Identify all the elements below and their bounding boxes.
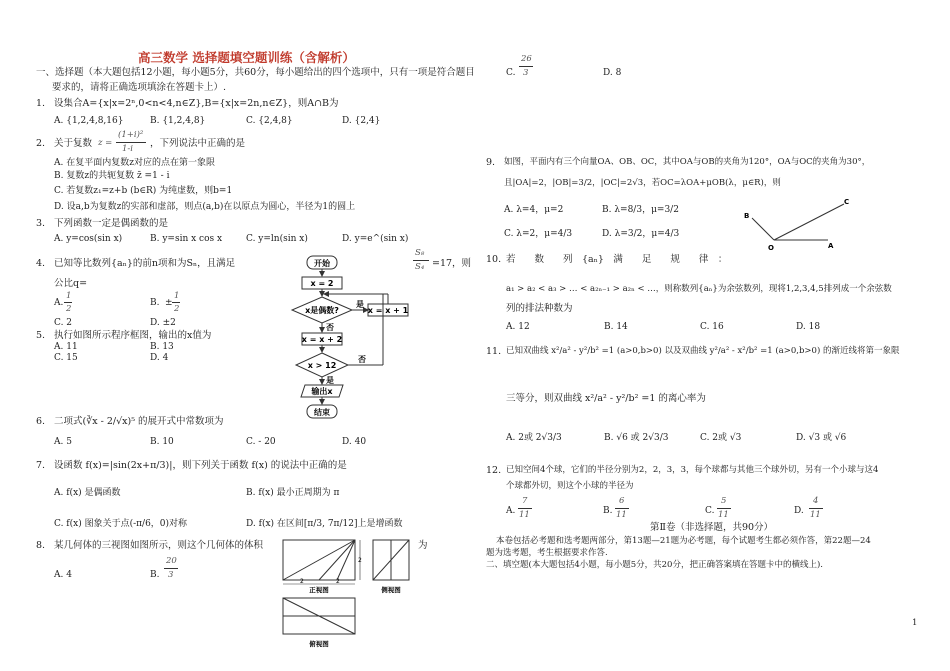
page-number: 1	[912, 618, 918, 628]
q8-option-c-line	[519, 66, 533, 67]
flow-init-text: x = 2	[310, 279, 334, 288]
q1-option-b: B. {1,2,4,8}	[150, 116, 206, 126]
page-title: 高三数学 选择题填空题训练（含解析）	[138, 50, 355, 65]
q2-stem-b: ，下列说法中正确的是	[150, 138, 246, 149]
part2-line1: 本卷包括必考题和选考题两部分，第13题—21题为必考题，每个试题考生都必须作答，第22题—24	[496, 536, 871, 546]
q10-option-d: D. 18	[796, 322, 821, 332]
flow-cond1-text: x是偶数?	[305, 306, 339, 315]
q11-option-a: A. 2或 2√3/3	[506, 433, 562, 443]
q6-option-d: D. 40	[342, 437, 367, 447]
q6-option-c: C. - 20	[246, 437, 276, 447]
q4-option-a-line	[64, 302, 72, 303]
flow-no1: 否	[326, 323, 334, 332]
vector-label-a: A	[828, 242, 834, 250]
q12-option-b-line	[615, 508, 629, 509]
dim-2: 2	[336, 578, 340, 585]
q12-line1: 已知空间4个球，它们的半径分别为2，2，3，3，每个球都与其他三个球外切，另有一个小球与这4	[506, 465, 879, 475]
q10-option-a: A. 12	[506, 322, 530, 332]
flow-inc1-text: x = x + 1	[367, 306, 409, 315]
q5-number: 5.	[36, 330, 46, 341]
q6-number: 6.	[36, 416, 46, 427]
flow-end-text: 结束	[314, 408, 330, 417]
q2-frac-top: (1+i)²	[118, 130, 144, 140]
q10-line2: a₁ > a₂ < a₃ > … < a₂ₙ₋₁ > a₂ₙ < …，则称数列{aₙ}为余弦数列，现将1,2,3,4,5排列成一个余弦数	[506, 284, 892, 294]
q4-option-b-line	[172, 302, 180, 303]
flowchart	[278, 252, 413, 422]
q10-option-c: C. 16	[700, 322, 724, 332]
q12-option-c-top: 5	[721, 496, 727, 506]
q8-option-a: A. 4	[54, 570, 72, 580]
q11-line1: 已知双曲线 x²/a² - y²/b² =1 (a>0,b>0) 以及双曲线 y²/a² - x²/b² =1 (a>0,b>0) 的渐近线将第一象限	[506, 346, 900, 356]
q3-option-a: A. y=cos(sin x)	[54, 234, 123, 244]
q6-option-b: B. 10	[150, 437, 174, 447]
q8-option-b-bot: 3	[168, 570, 174, 580]
q12-option-a-top: 7	[522, 496, 528, 506]
side-view-label: 侧视图	[381, 586, 401, 594]
q11-line2: 三等分，则双曲线 x²/a² - y²/b² =1 的离心率为	[506, 393, 706, 404]
q8-stem-tail: 为	[418, 540, 428, 551]
part2-heading: 第Ⅱ卷（非选择题，共90分）	[650, 522, 774, 533]
q2-option-d: D. 设a,b为复数z的实部和虚部，则点(a,b)在以原点为圆心，半径为1的圆上	[54, 202, 356, 212]
part2-line3: 二、填空题(本大题包括4小题，每小题5分，共20分，把正确答案填在答题卡中的横线上).	[486, 560, 823, 570]
q1-option-a: A. {1,2,4,8,16}	[54, 116, 124, 126]
top-view-label: 俯视图	[309, 640, 329, 648]
q4-option-a-top: 1	[66, 291, 72, 301]
q12-option-c-label: C.	[705, 506, 715, 516]
q9-line2: 且|OA|=2，|OB|=3/2，|OC|=2√3，若OC=λOA+μOB(λ，μ∈R)，则	[504, 178, 781, 188]
q8-stem: 某几何体的三视图如图所示，则这个几何体的体积	[54, 540, 264, 551]
q9-number: 9.	[486, 157, 496, 168]
flow-inc2-text: x = x + 2	[301, 335, 343, 344]
part2-line2: 题为选考题，考生根据要求作答.	[486, 548, 608, 558]
vector-diagram	[738, 196, 858, 254]
q7-number: 7.	[36, 460, 46, 471]
q8-option-c-bot: 3	[523, 68, 529, 78]
q12-line2: 个球都外切，则这个小球的半径为	[506, 481, 634, 491]
q6-stem: 二项式(∛x - 2/√x)⁵ 的展开式中常数项为	[54, 416, 224, 427]
q5-stem: 执行如图所示程序框图，输出的x值为	[54, 330, 212, 341]
q4-option-d: D. ±2	[150, 318, 176, 328]
q5-option-c: C. 15	[54, 353, 78, 363]
dim-3: 2	[358, 557, 362, 564]
q10-option-b: B. 14	[604, 322, 628, 332]
q11-option-c: C. 2或 √3	[700, 433, 742, 443]
q9-option-c: C. λ=2，μ=4/3	[504, 229, 573, 239]
q12-option-c-bot: 11	[718, 510, 729, 520]
q4-cond-line	[413, 260, 429, 261]
dim-1: 2	[300, 578, 304, 585]
q12-option-b-top: 6	[619, 496, 625, 506]
q8-option-b-line	[164, 568, 178, 569]
q10-line1: 若 数 列 {aₙ} 满 足 规 律 ：	[506, 254, 728, 265]
q9-option-a: A. λ=4，μ=2	[504, 205, 564, 215]
q9-option-b: B. λ=8/3，μ=3/2	[602, 205, 679, 215]
flow-no2: 否	[358, 355, 366, 364]
q4-option-b-bot: 2	[174, 304, 180, 314]
q4-cond-bot: S₄	[415, 262, 425, 272]
q12-option-a-line	[518, 508, 532, 509]
q4-option-b-pm: ±	[165, 298, 173, 308]
q3-option-c: C. y=ln(sin x)	[246, 234, 308, 244]
vector-label-b: B	[744, 212, 750, 220]
q4-option-c: C. 2	[54, 318, 73, 328]
flow-output-text: 输出x	[311, 387, 333, 396]
q12-option-d-bot: 11	[810, 510, 821, 520]
q2-option-b: B. 复数z的共轭复数 z̄ =1 - i	[54, 171, 170, 181]
q11-number: 11.	[486, 346, 502, 357]
q7-option-b: B. f(x) 最小正周期为 π	[246, 488, 340, 498]
q11-option-b: B. √6 或 2√3/3	[604, 433, 669, 443]
q1-stem: 设集合A={x|x=2ⁿ,0<n<4,n∈Z},B={x|x=2n,n∈Z}，则A∩B为	[54, 98, 339, 109]
q1-number: 1.	[36, 98, 46, 109]
flow-cond2-text: x > 12	[307, 361, 337, 370]
q12-option-a-label: A.	[506, 506, 516, 516]
q8-option-c-top: 26	[521, 54, 532, 64]
q7-option-d: D. f(x) 在区间[π/3, 7π/12]上是增函数	[246, 519, 403, 529]
q2-number: 2.	[36, 138, 46, 149]
q12-option-b-bot: 11	[616, 510, 627, 520]
q11-option-d: D. √3 或 √6	[796, 433, 847, 443]
q2-frac-bot: 1-i	[122, 144, 133, 154]
vector-label-o: O	[768, 244, 774, 252]
q1-option-d: D. {2,4}	[342, 116, 381, 126]
q7-option-c: C. f(x) 图象关于点(-π/6，0)对称	[54, 519, 188, 529]
section-header-line1: 一、选择题（本大题包括12小题，每小题5分，共60分，每小题给出的四个选项中，只有一项是符合题目	[36, 67, 475, 78]
q1-option-c: C. {2,4,8}	[246, 116, 293, 126]
q4-stem: 已知等比数列{aₙ}的前n项和为Sₙ，且满足	[54, 258, 236, 269]
q4-option-a-bot: 2	[66, 304, 72, 314]
q3-number: 3.	[36, 218, 46, 229]
q2-option-a: A. 在复平面内复数z对应的点在第一象限	[54, 158, 215, 168]
flow-yes2: 是	[326, 376, 334, 385]
q12-option-c-line	[717, 508, 731, 509]
q3-stem: 下列函数一定是偶函数的是	[54, 218, 169, 229]
q4-number: 4.	[36, 258, 46, 269]
section-header-line2: 要求的，请将正确选项填涂在答题卡上）.	[52, 82, 227, 93]
vector-ob	[752, 218, 774, 240]
q10-number: 10.	[486, 254, 502, 265]
vector-oc	[774, 204, 844, 240]
q2-frac-line	[116, 142, 146, 143]
front-view-label: 正视图	[309, 586, 329, 594]
q12-option-d-top: 4	[813, 496, 819, 506]
q8-option-d: D. 8	[603, 68, 622, 78]
q8-option-b-label: B.	[150, 570, 160, 580]
q3-option-b: B. y=sin x cos x	[150, 234, 223, 244]
q8-number: 8.	[36, 540, 46, 551]
q2-stem-a: 关于复数	[54, 138, 93, 149]
q5-option-b: B. 13	[150, 342, 174, 352]
q10-line3: 列的排法种数为	[506, 303, 573, 314]
q12-option-a-bot: 11	[519, 510, 530, 520]
vector-label-c: C	[844, 198, 850, 206]
q7-stem: 设函数 f(x)=|sin(2x+π/3)|，则下列关于函数 f(x) 的说法中正确的是	[54, 460, 347, 471]
q4-cond-tail: =17，则	[432, 258, 472, 269]
q6-option-a: A. 5	[54, 437, 72, 447]
q12-option-d-label: D.	[794, 506, 804, 516]
q5-option-d: D. 4	[150, 353, 169, 363]
q7-option-a: A. f(x) 是偶函数	[54, 488, 121, 498]
q8-option-b-top: 20	[166, 556, 177, 566]
q2-option-c: C. 若复数z₁=z+b (b∈R) 为纯虚数，则b=1	[54, 186, 233, 196]
q8-option-c-label: C.	[506, 68, 516, 78]
q12-option-d-line	[809, 508, 823, 509]
flow-start-text: 开始	[314, 259, 330, 268]
flow-yes1: 是	[356, 300, 364, 309]
q2-z-eq: z =	[98, 138, 113, 148]
q3-option-d: D. y=e^(sin x)	[342, 234, 409, 244]
q4-option-a-label: A.	[54, 298, 64, 308]
q4-option-b-label: B.	[150, 298, 160, 308]
q12-option-b-label: B.	[603, 506, 613, 516]
q4-sub: 公比q=	[54, 278, 88, 289]
q12-number: 12.	[486, 465, 502, 476]
q4-cond-top: S₈	[415, 248, 425, 258]
q5-option-a: A. 11	[54, 342, 78, 352]
q9-option-d: D. λ=3/2，μ=4/3	[602, 229, 680, 239]
q4-option-b-top: 1	[174, 291, 180, 301]
three-view-diagram	[280, 536, 420, 650]
q9-line1: 如图，平面内有三个向量OA、OB、OC，其中OA与OB的夹角为120°，OA与OC的夹角为30°，	[504, 157, 871, 167]
